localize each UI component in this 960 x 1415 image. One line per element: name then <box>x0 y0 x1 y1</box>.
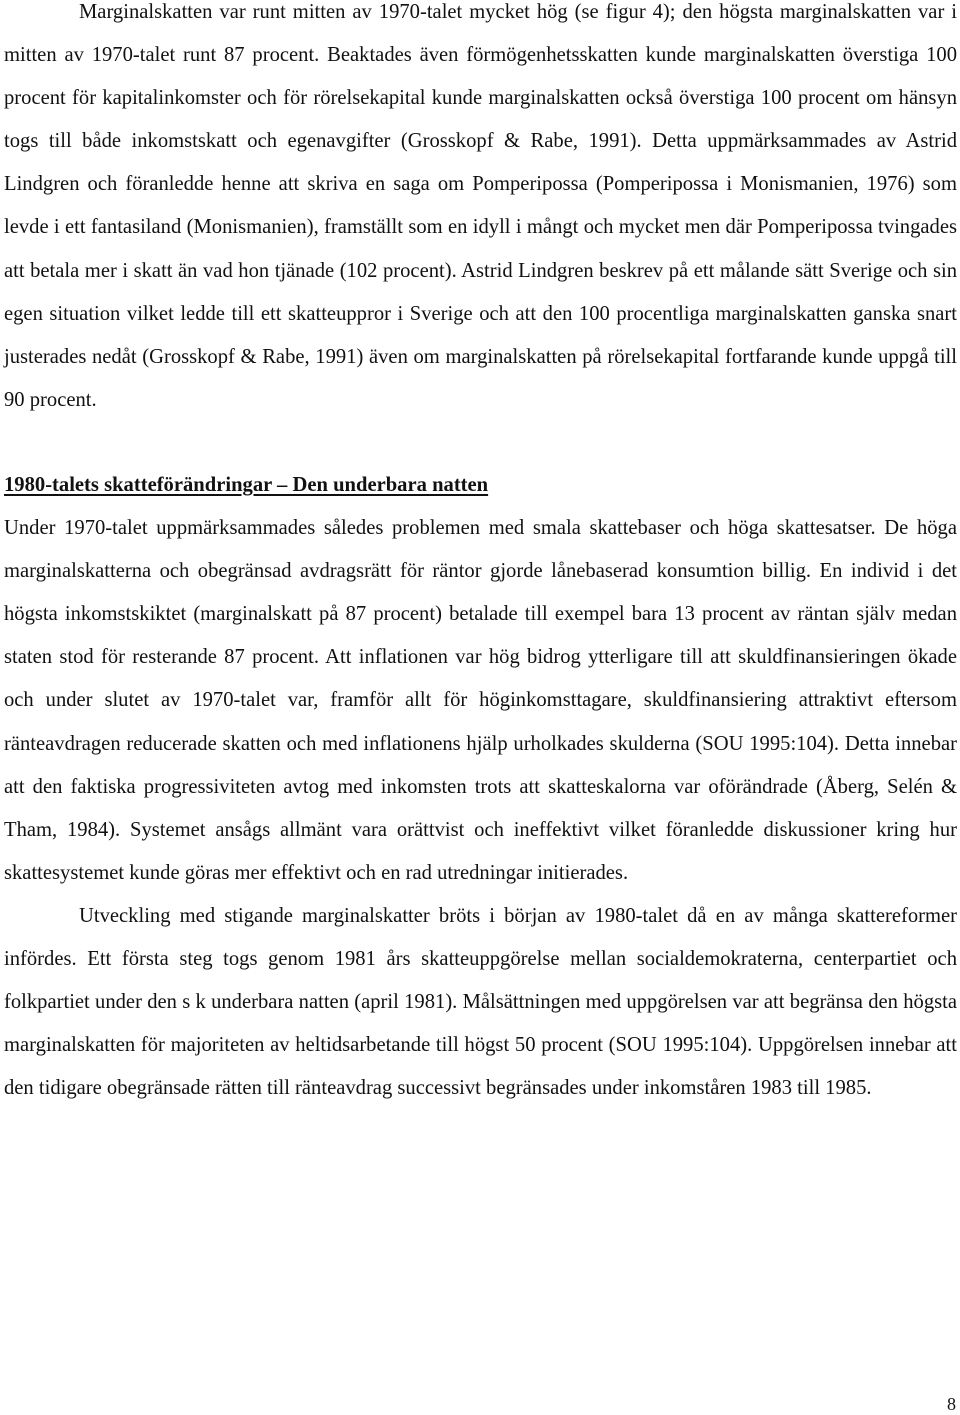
section-heading: 1980-talets skatteförändringar – Den underbara natten <box>4 473 489 496</box>
paragraph-1970s-problems: Under 1970-talet uppmärksammades således problemen med smala skattebaser och höga skattesatser. De höga marginalskatterna och obegränsad avdragsrätt för räntor gjorde lånebaserad konsumtion billig. En individ i det högsta inkomstskiktet (marginalskatt på 87 procent) betalade till exempel bara 13 procent av räntan själv medan staten stod för resterande 87 procent. Att inflationen var hög bidrog ytterligare till att skuldfinansieringen ökade och under slutet av 1970-talet var, framför allt för höginkomsttagare, skuldfinansiering attraktivt eftersom ränteavdragen reducerade skatten och med inflationens hjälp urholkades skulderna (SOU 1995:104). Detta innebar att den faktiska progressiviteten avtog med inkomsten trots att skatteskalorna var oförändrade (Åberg, Selén & Tham, 1984). Systemet ansågs allmänt vara orättvist och ineffektivt vilket föranledde diskussioner kring hur skattesystemet kunde göras mer effektivt och en rad utredningar initierades. <box>4 517 957 884</box>
document-page <box>4 0 957 1110</box>
paragraph-marginal-tax: Marginalskatten var runt mitten av 1970-talet mycket hög (se figur 4); den högsta marginalskatten var i mitten av 1970-talet runt 87 procent. Beaktades även förmögenhetsskatten kunde marginalskatten överstiga 100 procent för kapitalinkomster och för rörelsekapital kunde marginalskatten också överstiga 100 procent om hänsyn togs till både inkomstskatt och egenavgifter (Grosskopf & Rabe, 1991). Detta uppmärksammades av Astrid Lindgren och föranledde henne att skriva en saga om Pomperipossa (Pomperipossa i Monismanien, 1976) som levde i ett fantasiland (Monismanien), framställt som en idyll i mångt och mycket men där Pomperipossa tvingades att betala mer i skatt än vad hon tjänade (102 procent). Astrid Lindgren beskrev på ett målande sätt Sverige och sin egen situation vilket ledde till ett skatteuppror i Sverige och att den 100 procentliga marginalskatten ganska snart justerades nedåt (Grosskopf & Rabe, 1991) även om marginalskatten på rörelsekapital fortfarande kunde uppgå till 90 procent. <box>4 1 957 411</box>
page-number: 8 <box>947 1394 956 1414</box>
paragraph-1980s-reform: Utveckling med stigande marginalskatter bröts i början av 1980-talet då en av många skattereformer infördes. Ett första steg togs genom 1981 års skatteuppgörelse mellan socialdemokraterna, centerpartiet och folkpartiet under den s k underbara natten (april 1981). Målsättningen med uppgörelsen var att begränsa den högsta marginalskatten för majoriteten av heltidsarbetande till högst 50 procent (SOU 1995:104). Uppgörelsen innebar att den tidigare obegränsade rätten till ränteavdrag successivt begränsades under inkomståren 1983 till 1985. <box>4 904 957 1100</box>
